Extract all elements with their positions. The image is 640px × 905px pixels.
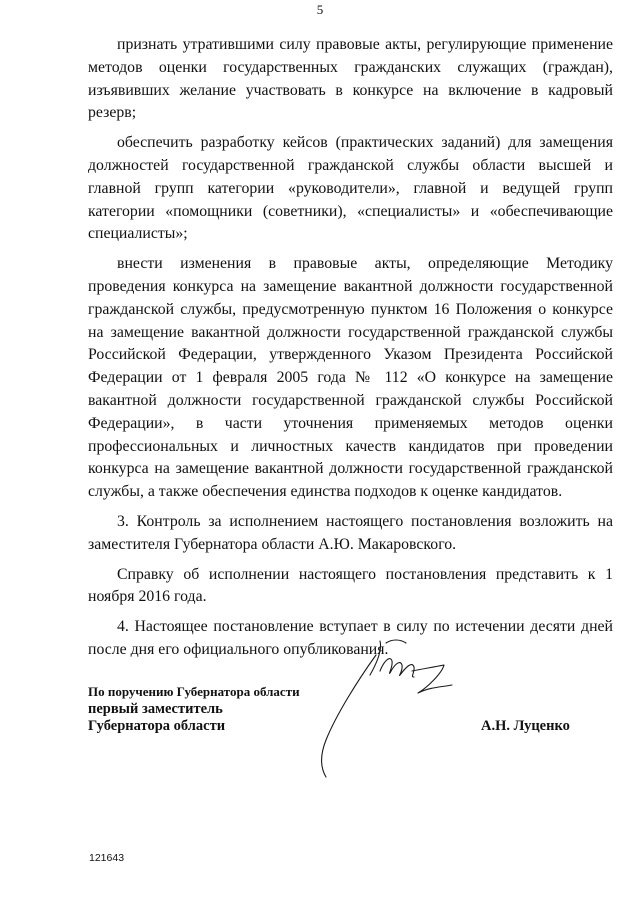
document-number: 121643 <box>89 852 125 864</box>
signature-block <box>88 683 318 736</box>
signatory-authority: По поручению Губернатора области <box>88 684 300 699</box>
handwritten-signature <box>318 635 468 780</box>
document-body <box>88 34 613 669</box>
page-number: 5 <box>316 2 324 17</box>
signatory-title: первый заместитель <box>88 700 223 717</box>
paragraph-entry-into-force: 4. Настоящее постановление вступает в силу по истечении десяти дней после дня его официального опубликования. <box>88 618 613 658</box>
signer-name: А.Н. Луценко <box>481 718 570 734</box>
paragraph-report: Справку об исполнении настоящего постановления представить к 1 ноября 2016 года. <box>88 565 613 606</box>
paragraph-control: 3. Контроль за исполнением настоящего постановления возложить на заместителя Губернатора области А.Ю. Макаровского. <box>88 512 613 553</box>
paragraph-repeal-acts: признать утратившими силу правовые акты, регулирующие применение методов оценки государственных гражданских служащих (граждан), изъявивших желание участвовать в конкурсе на включение в кадровый резерв; <box>88 36 613 122</box>
paragraph-methodology-changes: внести изменения в правовые акты, определяющие Методику проведения конкурса на замещение вакантной должности государственной гражданской службы, предусмотренную пунктом 16 Положения о конкурсе на замещение вакантной должности государственной гражданской службы Российской Федерации, утвержденного Указом Президента Российской Федерации от 1 февраля 2005 года № 112 «О конкурсе на замещение вакантной должности государственной гражданской службы Российской Федерации», в части уточнения применяемых методов оценки профессиональных и личностных качеств кандидатов при проведении конкурса на замещение вакантной должности государственной гражданской службы, а также обеспечения единства подходов к оценке кандидатов. <box>88 255 613 501</box>
paragraph-cases-development: обеспечить разработку кейсов (практических заданий) для замещения должностей государственной гражданской службы области высшей и главной групп категории «руководители», главной и ведущей групп категории «помощники (советники), «специалисты» и «обеспечивающие специалисты»; <box>88 134 613 243</box>
signatory-title-cont: Губернатора области <box>88 718 226 734</box>
